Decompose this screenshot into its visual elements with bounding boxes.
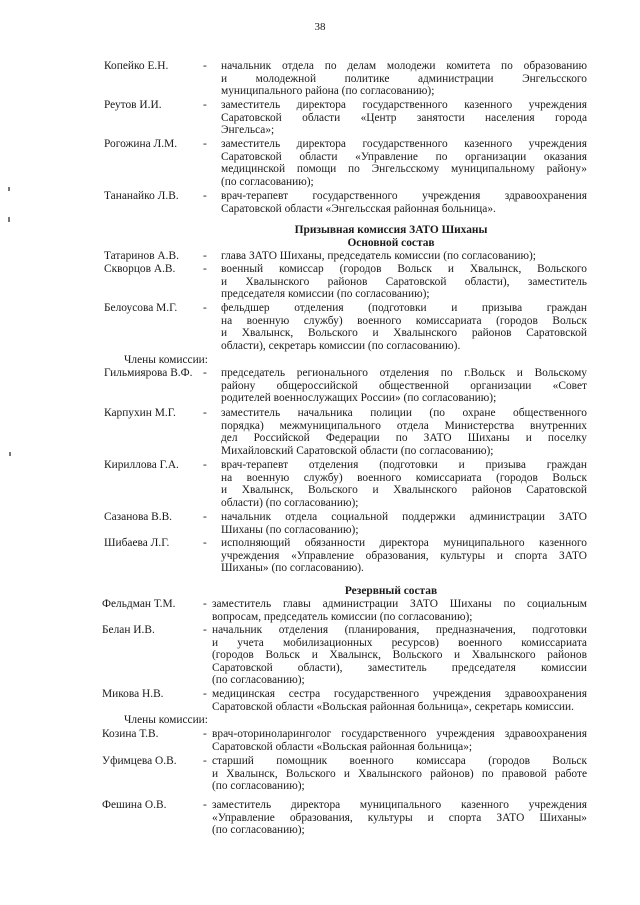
description-line: медицинской помощи по Энгельсскому муниципальному району»	[221, 163, 587, 175]
person-name: Сазанова В.В.	[104, 511, 173, 523]
position-description	[212, 624, 587, 687]
description-line: врач-терапевт государственного учреждения здравоохранения	[221, 190, 587, 202]
dash-separator: -	[203, 511, 207, 523]
position-description	[212, 598, 587, 623]
description-line: заместитель начальника полиции (по охране общественного	[221, 407, 587, 419]
members-label: Члены комиссии:	[124, 354, 208, 366]
description-line: (по согласованию);	[221, 175, 314, 188]
scan-speck	[8, 187, 10, 191]
description-line: Шиханы (по согласованию);	[221, 523, 359, 536]
dash-separator: -	[203, 624, 207, 636]
description-line: дел Российской Федерации по ЗАТО Шиханы и поселку	[221, 432, 587, 444]
description-line: старший помощник военного комиссара (городов Вольск	[212, 755, 587, 767]
person-name: Шибаева Л.Г.	[104, 537, 170, 549]
position-description	[221, 99, 587, 137]
dash-separator: -	[203, 688, 207, 700]
dash-separator: -	[203, 60, 207, 72]
position-description	[221, 250, 587, 263]
description-line: Саратовской области «Управление по организации оказания	[221, 150, 587, 163]
person-name: Фешина О.В.	[102, 799, 167, 811]
scan-speck	[9, 452, 11, 456]
description-line: области) (по согласованию);	[221, 496, 359, 509]
description-line: и Хвалынск, Вольского и Хвалынского районов Саратовской	[221, 327, 587, 339]
description-line: области), секретарь комиссии (по согласованию).	[221, 339, 461, 352]
description-line: (по согласованию);	[212, 674, 305, 686]
description-line: Шиханы» (по согласованию).	[221, 562, 364, 574]
commission-title: Призывная комиссия ЗАТО Шиханы	[294, 224, 488, 236]
position-description	[221, 190, 587, 215]
description-line: заместитель главы администрации ЗАТО Шиханы по социальным	[212, 598, 587, 610]
position-description	[221, 511, 587, 536]
description-line: начальник отдела социальной поддержки администрации ЗАТО	[221, 511, 587, 523]
description-line: Саратовской области «Энгельсская районная больница».	[221, 202, 496, 215]
person-name: Копейко Е.Н.	[104, 60, 169, 72]
person-name: Уфимцева О.В.	[102, 755, 177, 767]
description-line: (городов Вольск и Хвалынск, Вольского и Хвалынского районов	[212, 649, 587, 661]
person-name: Татаринов А.В.	[104, 250, 179, 262]
description-line: фельдшер отделения (подготовки и призыва граждан	[221, 302, 587, 314]
person-name: Гильмиярова В.Ф.	[104, 367, 193, 379]
description-line: начальник отделения (планирования, предназначения, подготовки	[212, 624, 587, 636]
position-description	[221, 138, 587, 188]
description-line: председателя комиссии (по согласованию);	[221, 288, 430, 300]
description-line: Михайловский Саратовской области (по согласованию);	[221, 444, 494, 457]
description-line: и Хвалынского районов Саратовской области), заместитель	[221, 275, 587, 288]
person-name: Фельдман Т.М.	[102, 598, 176, 610]
description-line: и Хвалынск, Вольского и Хвалынского районов) по правовой работе	[212, 767, 587, 780]
dash-separator: -	[203, 99, 207, 111]
description-line: врач-оториноларинголог государственного учреждения здравоохранения	[212, 728, 587, 740]
description-line: муниципального района (по согласованию);	[221, 85, 435, 97]
position-description	[212, 755, 587, 793]
dash-separator: -	[203, 728, 207, 740]
description-line: врач-терапевт отделения (подготовки и призыва граждан	[221, 459, 587, 471]
dash-separator: -	[203, 537, 207, 549]
description-line: району общероссийской общественной организации «Совет	[221, 379, 587, 392]
person-name: Белан И.В.	[102, 624, 155, 636]
description-line: Саратовской области «Вольская районная больница», секретарь комиссии.	[212, 700, 574, 713]
position-description	[212, 728, 587, 753]
section-title-reserve: Резервный состав	[344, 585, 438, 597]
position-description	[221, 367, 587, 405]
person-name: Карпухин М.Г.	[104, 407, 176, 419]
description-line: вопросам, председатель комиссии (по согласованию);	[212, 610, 473, 623]
description-line: (по согласованию);	[212, 824, 305, 836]
dash-separator: -	[203, 407, 207, 419]
description-line: заместитель директора государственного казенного учреждения	[221, 99, 587, 111]
description-line: председатель регионального отделения по г.Вольск и Вольскому	[221, 367, 587, 379]
person-name: Белоусова М.Г.	[104, 302, 178, 314]
position-description	[221, 302, 587, 352]
description-line: родителей военнослужащих России» (по согласованию);	[221, 392, 497, 404]
description-line: медицинская сестра государственного учреждения здравоохранения	[212, 688, 587, 700]
dash-separator: -	[203, 459, 207, 471]
dash-separator: -	[203, 263, 207, 275]
page-number: 38	[314, 21, 326, 33]
position-description	[221, 60, 587, 98]
description-line: и молодежной политике администрации Энгельсского	[221, 72, 587, 85]
description-line: порядка) межмуниципального отдела Министерства внутренних	[221, 419, 587, 432]
dash-separator: -	[203, 367, 207, 379]
description-line: глава ЗАТО Шиханы, председатель комиссии (по согласованию);	[221, 250, 536, 262]
person-name: Микова Н.В.	[102, 688, 164, 700]
person-name: Тананайко Л.В.	[104, 190, 179, 202]
position-description	[221, 537, 587, 575]
description-line: (по согласованию);	[212, 780, 305, 792]
description-line: и учета мобилизационных ресурсов) военного комиссариата	[212, 636, 587, 649]
description-line: начальник отдела по делам молодежи комитета по образованию	[221, 60, 587, 72]
description-line: и Хвалынск, Вольского и Хвалынского районов Саратовской	[221, 484, 587, 496]
members-label: Члены комиссии:	[124, 714, 208, 726]
dash-separator: -	[203, 799, 207, 811]
description-line: заместитель директора муниципального казенного учреждения	[212, 799, 587, 811]
description-line: «Управление образования, культуры и спорта ЗАТО Шиханы»	[212, 811, 587, 824]
description-line: Саратовской области «Центр занятости населения города	[221, 111, 587, 124]
section-title-main: Основной состав	[347, 237, 435, 249]
description-line: заместитель директора государственного казенного учреждения	[221, 138, 587, 150]
person-name: Скворцов А.В.	[104, 263, 176, 275]
description-line: на военную службу) военного комиссариата (городов Вольск	[221, 314, 587, 327]
description-line: Саратовской области), заместитель председателя комиссии	[212, 661, 587, 674]
position-description	[212, 799, 587, 837]
position-description	[212, 688, 587, 713]
dash-separator: -	[203, 138, 207, 150]
description-line: Саратовской области «Вольская районная больница»;	[212, 740, 473, 753]
position-description	[221, 407, 587, 457]
description-line: на военную службу) военного комиссариата (городов Вольск	[221, 471, 587, 484]
person-name: Рогожина Л.М.	[104, 138, 178, 150]
position-description	[221, 459, 587, 509]
person-name: Реутов И.И.	[104, 99, 162, 111]
dash-separator: -	[203, 190, 207, 202]
description-line: учреждения «Управление образования, культуры и спорта ЗАТО	[221, 549, 587, 562]
description-line: исполняющий обязанности директора муниципального казенного	[221, 537, 587, 549]
scan-speck	[8, 217, 10, 222]
dash-separator: -	[203, 302, 207, 314]
person-name: Кириллова Г.А.	[104, 459, 179, 471]
person-name: Козина Т.В.	[102, 728, 159, 740]
description-line: Энгельса»;	[221, 124, 275, 136]
position-description	[221, 263, 587, 301]
dash-separator: -	[203, 250, 207, 262]
description-line: военный комиссар (городов Вольск и Хвалынск, Вольского	[221, 263, 587, 275]
dash-separator: -	[203, 598, 207, 610]
dash-separator: -	[203, 755, 207, 767]
